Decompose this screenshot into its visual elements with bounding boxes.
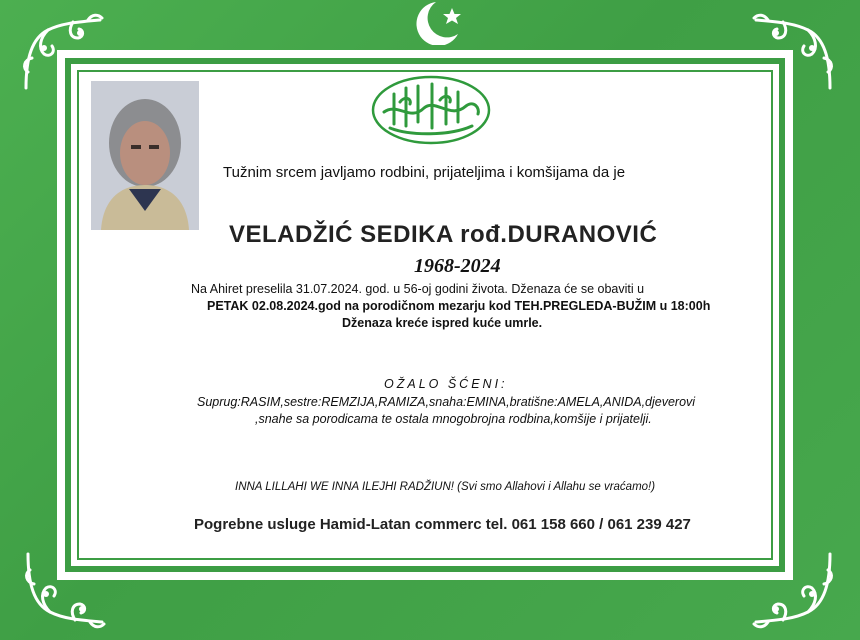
crescent-star-icon <box>406 0 476 45</box>
funeral-time-line: PETAK 02.08.2024.god na porodičnom mezarju kod TEH.PREGLEDA-BUŽIM u 18:00h <box>207 299 711 313</box>
mourners-heading: OŽALO ŠĆENI: <box>384 377 508 391</box>
portrait-photo <box>91 81 199 230</box>
intro-text: Tužnim srcem javljamo rodbini, prijateljima i komšijama da je <box>223 164 626 181</box>
funeral-services-contact: Pogrebne usluge Hamid-Latan commerc tel. 061 158 660 / 061 239 427 <box>194 516 691 533</box>
prayer-text: INNA LILLAHI WE INNA ILEJHI RADŽIUN! (Svi smo Allahovi i Allahu se vraćamo!) <box>235 481 656 493</box>
mourners-line: Suprug:RASIM,sestre:REMZIJA,RAMIZA,snaha:EMINA,bratišne:AMELA,ANIDA,djeverovi <box>197 395 696 409</box>
obituary-card <box>57 50 793 580</box>
death-info-line: Na Ahiret preselila 31.07.2024. god. u 56-oj godini života. Dženaza će se obaviti u <box>191 282 645 296</box>
life-years: 1968-2024 <box>414 255 501 277</box>
mourners-line: ,snahe sa porodicama te ostala mnogobrojna rodbina,komšije i prijatelji. <box>255 412 652 426</box>
deceased-name: VELADŽIĆ SEDIKA rođ.DURANOVIĆ <box>229 221 658 248</box>
arabic-calligraphy-icon <box>370 72 492 147</box>
procession-line: Dženaza kreće ispred kuće umrle. <box>342 316 543 330</box>
